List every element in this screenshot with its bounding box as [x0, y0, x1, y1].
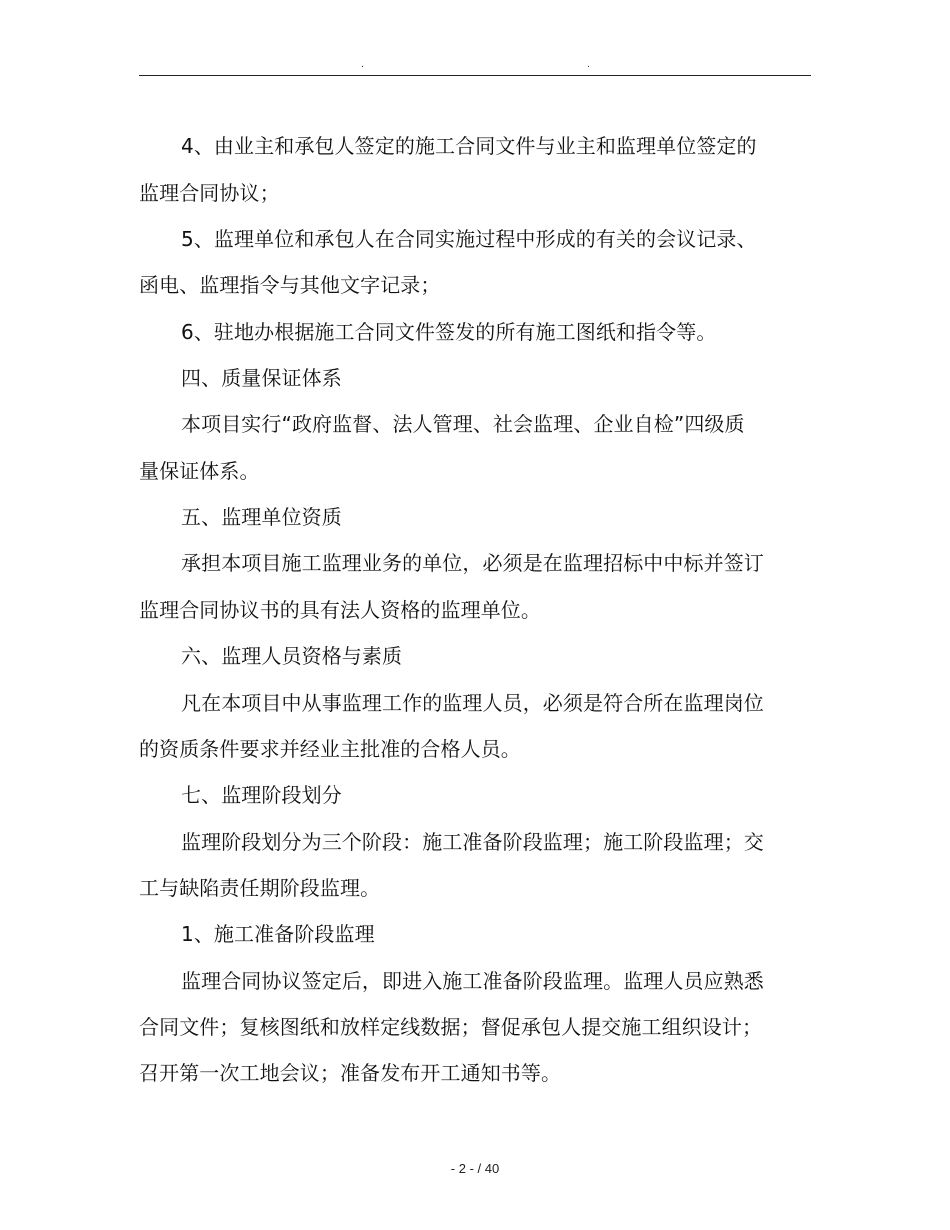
item-6-line-1: 6、驻地办根据施工合同文件签发的所有施工图纸和指令等。 — [181, 320, 717, 344]
personnel-para-line-2: 的资质条件要求并经业主批准的合格人员。 — [139, 737, 521, 761]
page-number: - 2 - / 40 — [450, 1161, 500, 1176]
header-dot-right: . — [587, 60, 590, 70]
subheading-preparation-stage: 1、施工准备阶段监理 — [181, 922, 375, 946]
header-rule — [139, 75, 811, 76]
preparation-para-line-3: 召开第一次工地会议；准备发布开工通知书等。 — [139, 1061, 562, 1085]
section-heading-personnel: 六、监理人员资格与素质 — [181, 644, 403, 668]
section-heading-quality: 四、质量保证体系 — [181, 366, 342, 390]
personnel-para-line-1: 凡在本项目中从事监理工作的监理人员，必须是符合所在监理岗位 — [181, 691, 764, 715]
preparation-para-line-2: 合同文件；复核图纸和放样定线数据；督促承包人提交施工组织设计； — [139, 1015, 763, 1039]
item-4-line-1: 4、由业主和承包人签定的施工合同文件与业主和监理单位签定的 — [181, 134, 757, 158]
item-5-line-1: 5、监理单位和承包人在合同实施过程中形成的有关的会议记录、 — [181, 227, 757, 251]
qualification-para-line-1: 承担本项目施工监理业务的单位，必须是在监理招标中中标并签订 — [181, 551, 764, 575]
preparation-para-line-1: 监理合同协议签定后，即进入施工准备阶段监理。监理人员应熟悉 — [181, 969, 764, 993]
quality-para-line-1: 本项目实行“政府监督、法人管理、社会监理、企业自检”四级质 — [181, 412, 745, 436]
quality-para-line-2: 量保证体系。 — [139, 459, 260, 483]
page-header — [0, 58, 950, 72]
section-heading-stages: 七、监理阶段划分 — [181, 783, 342, 807]
stages-para-line-1: 监理阶段划分为三个阶段：施工准备阶段监理；施工阶段监理；交 — [181, 830, 764, 854]
item-4-line-2: 监理合同协议； — [139, 181, 280, 205]
header-dot-left: . — [361, 60, 364, 70]
item-5-line-2: 函电、监理指令与其他文字记录； — [139, 273, 441, 297]
qualification-para-line-2: 监理合同协议书的具有法人资格的监理单位。 — [139, 598, 541, 622]
section-heading-qualification: 五、监理单位资质 — [181, 505, 342, 529]
stages-para-line-2: 工与缺陷责任期阶段监理。 — [139, 876, 381, 900]
